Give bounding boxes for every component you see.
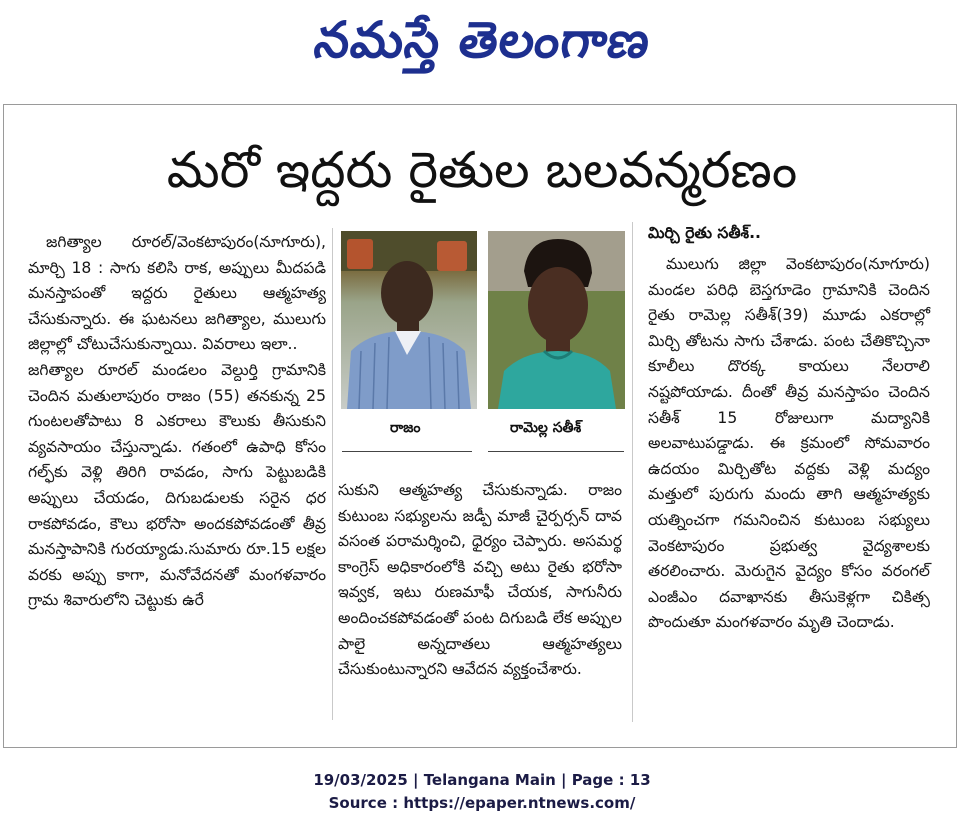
paragraph-continuation: సుకుని ఆత్మహత్య చేసుకున్నాడు. రాజం కుటుంబ సభ్యులను జడ్పీ మాజీ చైర్పర్సన్ దావ వసంత పరామర్శించి, ధైర్యం చెప్పారు. అసమర్థ కాంగ్రెస్ అధికారంలోకి వచ్చి అటు రైతు భరోసా ఇవ్వక, ఇటు రుణమాఫీ చేయక, సాగునీరు అందించకపోవడంతో పంట దిగుబడి లేక అప్పుల పాలై అన్నదాతలు ఆత్మహత్యలు చేసుకుంటున్నారని ఆవేదన వ్యక్తంచేశారు. — [338, 481, 622, 679]
photo-caption-rajam: రాజం — [390, 420, 421, 436]
article-column-2 — [338, 478, 622, 683]
person-portrait-icon — [488, 231, 625, 409]
column-divider-2 — [632, 222, 633, 722]
caption-underline-1 — [342, 451, 472, 452]
footer-source: Source : https://epaper.ntnews.com/ — [328, 794, 636, 812]
paragraph-satish: ములుగు జిల్లా వెంకటాపురం(నూగూరు) మండల పరిధి బెస్తగూడెం గ్రామానికి చెందిన రైతు రామెల్ల సతీశ్(39) మూడు ఎకరాల్లో మిర్చి తోటను సాగు చేశాడు. పంట చేతికొచ్చినా కూలీలు దొరక్క కాయలు నేలరాలి నష్టపోయాడు. దీంతో తీవ్ర మనస్తాపం చెందిన సతీశ్ 15 రోజులుగా మద్యానికి అలవాటుపడ్డాడు. ఈ క్రమంలో సోమవారం ఉదయం మిర్చితోట వద్దకు వెళ్లి మద్యం మత్తులో పురుగు మందు తాగి ఆత్మహత్యకు యత్నించగా గమనించిన కుటుంబ సభ్యులు వెంకటాపురం ప్రభుత్వ వైద్యశాలకు తరలించారు. మెరుగైన వైద్యం కోసం వరంగల్ ఎంజీఎం దవాఖానకు తీసుకెళ్లగా చికిత్స పొందుతూ మంగళవారం మృతి చెందాడు. — [648, 255, 930, 632]
masthead — [0, 0, 964, 92]
paragraph-rajam: జగిత్యాల రూరల్ మండలం వెల్దుర్తి గ్రామానికి చెందిన మతులాపురం రాజం (55) తనకున్న 25 గుంటలతోపాటు 8 ఎకరాలు కౌలుకు తీసుకుని వ్యవసాయం చేస్తున్నాడు. గతంలో ఉపాధి కోసం గల్ఫ్‌కు వెళ్లి తిరిగి రావడం, సాగు పెట్టుబడికి అప్పులు చేయడం, దిగుబడులకు సరైన ధర రాకపోవడం, కౌలు భరోసా అందకపోవడంతో తీవ్ర మనస్తాపానికి గురయ్యాడు.సుమారు రూ.15 లక్షల వరకు అప్పు కాగా, మనోవేదనతో మంగళవారం గ్రామ శివారులోని చెట్టుకు ఉరే — [28, 360, 326, 610]
article-headline: మరో ఇద్దరు రైతుల బలవన్మరణం — [166, 141, 798, 199]
paragraph-intro: జగిత్యాల రూరల్/వెంకటాపురం(నూగూరు), మార్చి 18 : సాగు కలిసి రాక, అప్పులు మీదపడి మనస్తాపంతో ఇద్దరు రైతులు ఆత్మహత్య చేసుకున్నారు. ఈ ఘటనలు జగిత్యాల, ములుగు జిల్లాల్లో చోటుచేసుకున్నాయి. వివరాలు ఇలా.. — [28, 233, 326, 354]
caption-underline-2 — [488, 451, 624, 452]
person-portrait-icon — [341, 231, 477, 409]
subheading-satish: మిర్చి రైతు సతీశ్.. — [648, 224, 761, 242]
article-column-3 — [648, 252, 930, 636]
photo-caption-satish: రామెల్ల సతీశ్ — [510, 420, 582, 436]
footer-date-edition: 19/03/2025 | Telangana Main | Page : 13 — [313, 771, 651, 789]
photo-rajam — [341, 231, 477, 409]
column-divider-1 — [332, 228, 333, 720]
newspaper-logo-title: నమస్తే తెలంగాణ — [311, 10, 655, 69]
photo-ramella-satish — [488, 231, 625, 409]
article-column-1 — [28, 230, 326, 614]
